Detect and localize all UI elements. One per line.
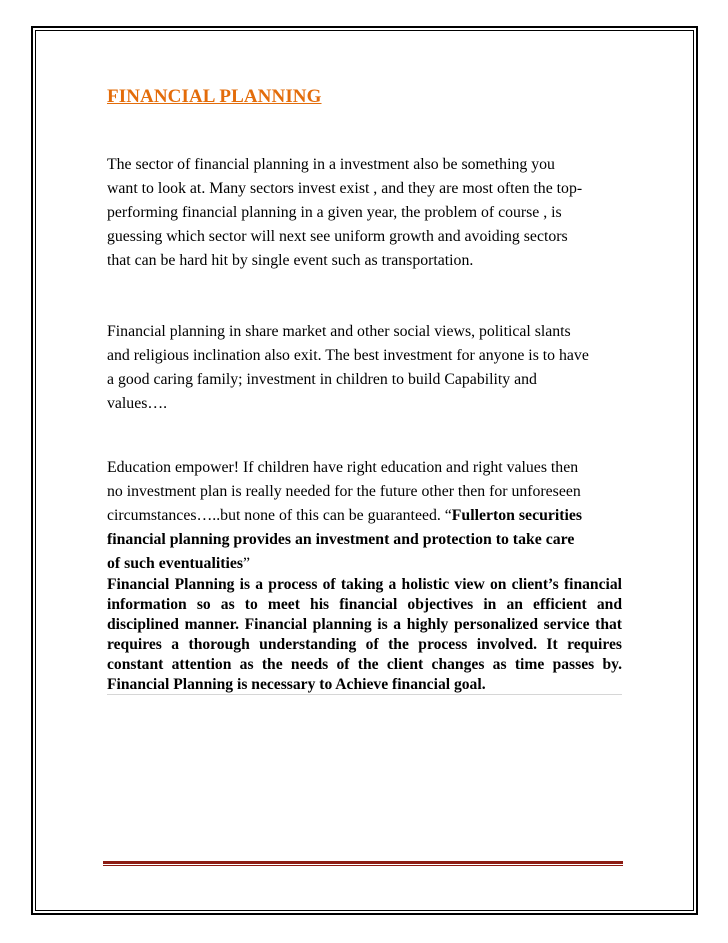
paragraph-line: guessing which sector will next see uniform growth and avoiding sectors (107, 228, 568, 245)
paragraph-divider (107, 694, 622, 695)
paragraph-line: Education empower! If children have right education and right values then (107, 459, 579, 476)
paragraph-line: performing financial planning in a given year, the problem of course , is (107, 204, 562, 221)
paragraph-education (107, 456, 627, 576)
paragraph-line: values…. (107, 395, 168, 412)
footer-rule-thin (103, 865, 623, 866)
closing-quote: ” (243, 555, 251, 572)
paragraph-line: The sector of financial planning in a investment also be something you (107, 156, 555, 173)
paragraph-line: no investment plan is really needed for the future other then for unforeseen (107, 483, 581, 500)
paragraph-line: circumstances…..but none of this can be guaranteed. “ (107, 507, 452, 524)
company-name: Fullerton securities (451, 507, 583, 524)
paragraph-line: Financial planning in share market and other social views, political slants (107, 323, 571, 340)
paragraph-sector (107, 153, 627, 273)
paragraph-line: and religious inclination also exit. The best investment for anyone is to have (107, 347, 589, 364)
paragraph-definition: Financial Planning is a process of taking a holistic view on client’s financial information so as to meet his financial objectives in an efficient and disciplined manner. Financial planning is a highly personalized service that requires a thorough understanding of the process involved. It requires constant attention as the needs of the client changes as time passes by. Financial Planning is necessary to Achieve financial goal. (107, 576, 622, 693)
paragraph-line-bold: financial planning provides an investment and protection to take care (107, 531, 575, 548)
paragraph-share-market (107, 320, 627, 416)
paragraph-line-bold: of such eventualities (107, 555, 244, 572)
footer-rule (103, 861, 623, 864)
paragraph-line: that can be hard hit by single event such as transportation. (107, 252, 474, 269)
page-title: FINANCIAL PLANNING (107, 86, 322, 107)
paragraph-line: want to look at. Many sectors invest exist , and they are most often the top- (107, 180, 583, 197)
paragraph-line: a good caring family; investment in children to build Capability and (107, 371, 537, 388)
